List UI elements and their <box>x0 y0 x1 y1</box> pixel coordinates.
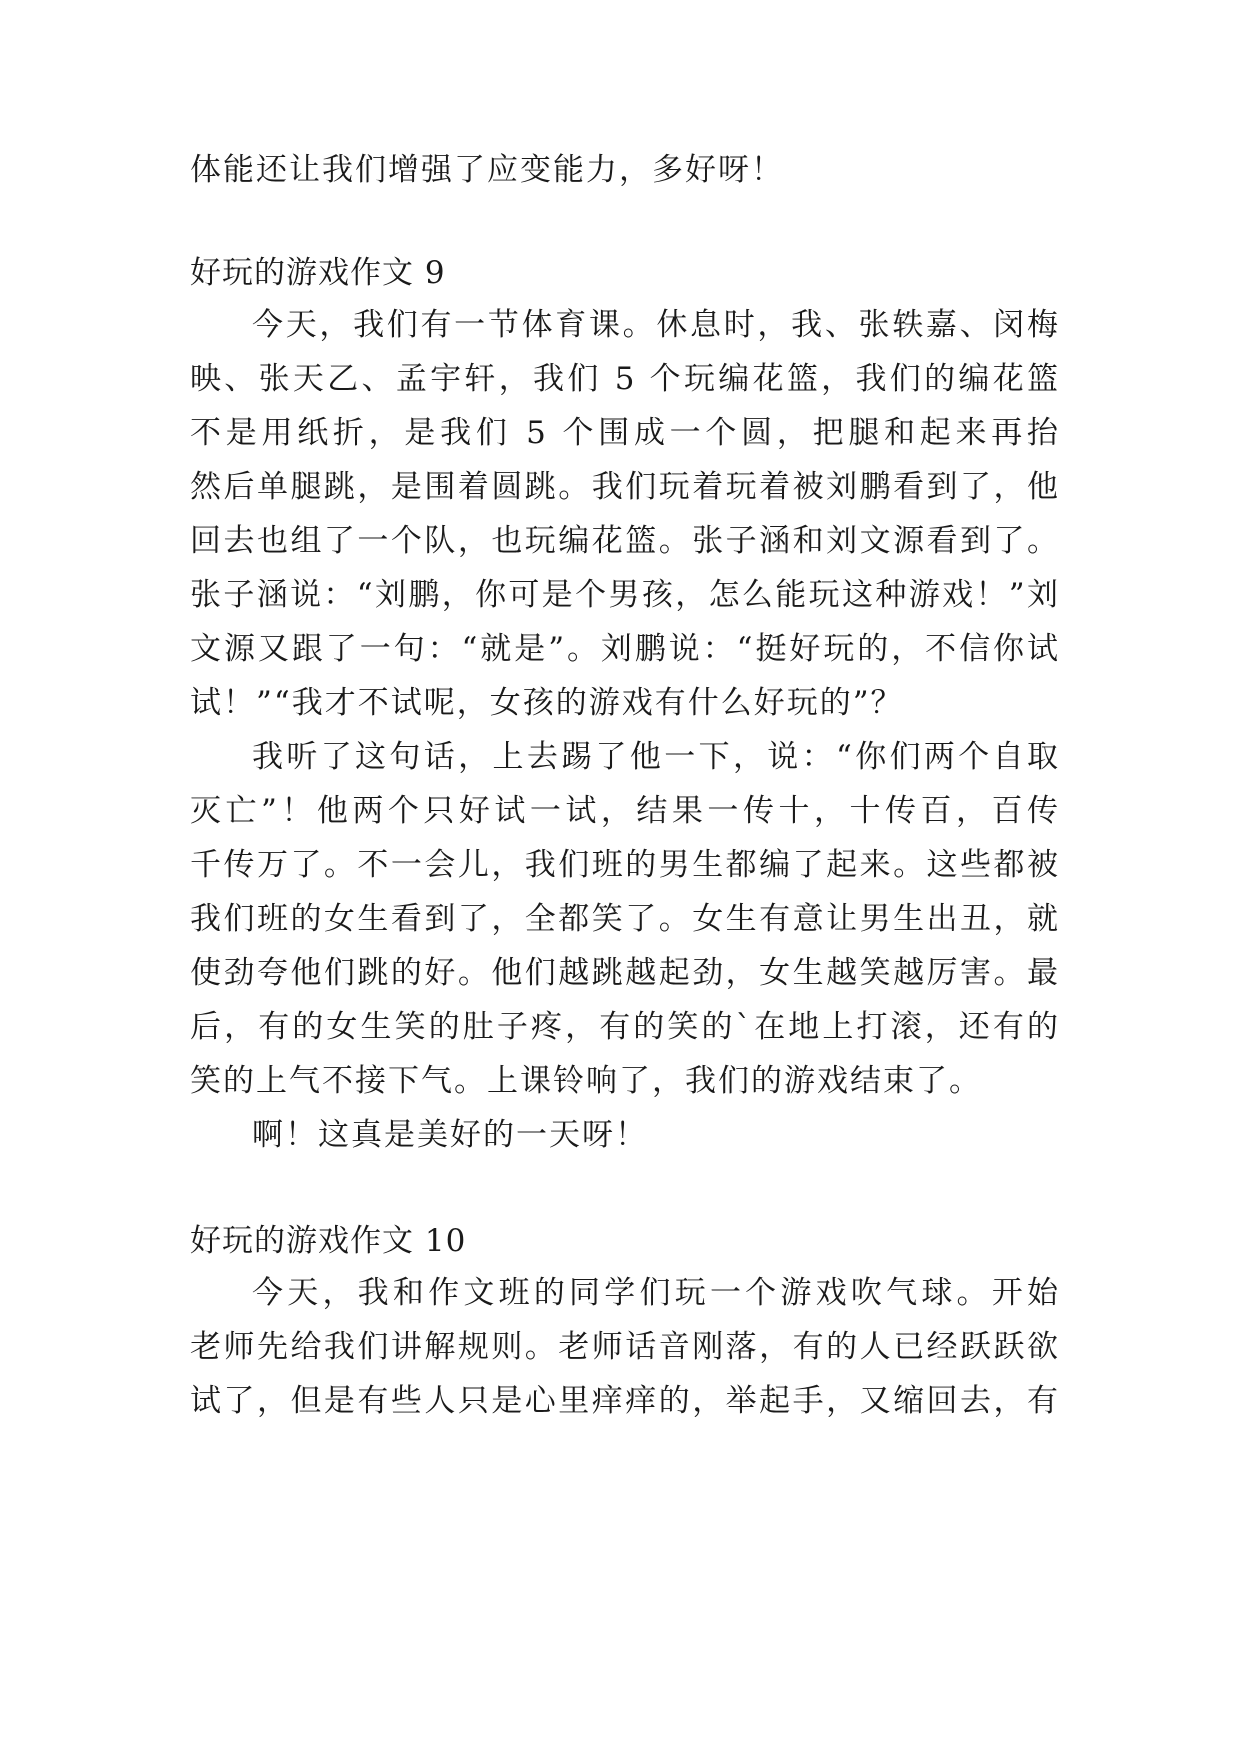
paragraph-line: 老师先给我们讲解规则。老师话音刚落，有的人已经跃跃欲 <box>190 1329 1060 1365</box>
paragraph-line: 我们班的女生看到了，全都笑了。女生有意让男生出丑，就 <box>190 901 1060 937</box>
paragraph-line: 今天，我们有一节体育课。休息时，我、张轶嘉、闵梅 <box>252 307 1060 343</box>
paragraph-line: 不是用纸折，是我们 5 个围成一个圆，把腿和起来再抬 <box>190 415 1060 451</box>
paragraph-line: 然后单腿跳，是围着圆跳。我们玩着玩着被刘鹏看到了，他 <box>190 469 1060 505</box>
paragraph-line: 后，有的女生笑的肚子疼，有的笑的`在地上打滚，还有的 <box>190 1009 1060 1045</box>
paragraph-line: 笑的上气不接下气。上课铃响了，我们的游戏结束了。 <box>190 1063 982 1099</box>
paragraph-line: 试了，但是有些人只是心里痒痒的，举起手，又缩回去，有 <box>190 1383 1060 1419</box>
paragraph-line: 试！”“我才不试呢，女孩的游戏有什么好玩的”？ <box>190 685 904 721</box>
paragraph-line: 回去也组了一个队，也玩编花篮。张子涵和刘文源看到了。 <box>190 523 1060 559</box>
section-heading-9: 好玩的游戏作文 9 <box>190 255 446 291</box>
paragraph-line: 文源又跟了一句：“就是”。刘鹏说：“挺好玩的，不信你试 <box>190 631 1060 667</box>
paragraph-line: 使劲夸他们跳的好。他们越跳越起劲，女生越笑越厉害。最 <box>190 955 1060 991</box>
paragraph-line: 千传万了。不一会儿，我们班的男生都编了起来。这些都被 <box>190 847 1060 883</box>
paragraph-line: 张子涵说：“刘鹏，你可是个男孩，怎么能玩这种游戏！”刘 <box>190 577 1060 613</box>
paragraph-line: 我听了这句话，上去踢了他一下，说：“你们两个自取 <box>252 739 1060 775</box>
paragraph-line: 体能还让我们增强了应变能力，多好呀！ <box>190 152 784 188</box>
paragraph-line: 今天，我和作文班的同学们玩一个游戏吹气球。开始 <box>252 1275 1060 1311</box>
paragraph-line: 灭亡”！他两个只好试一试，结果一传十，十传百，百传 <box>190 793 1060 829</box>
section-heading-10: 好玩的游戏作文 10 <box>190 1223 467 1259</box>
paragraph-line: 映、张天乙、孟宇轩，我们 5 个玩编花篮，我们的编花篮 <box>190 361 1060 397</box>
paragraph-line: 啊！这真是美好的一天呀！ <box>252 1117 648 1153</box>
